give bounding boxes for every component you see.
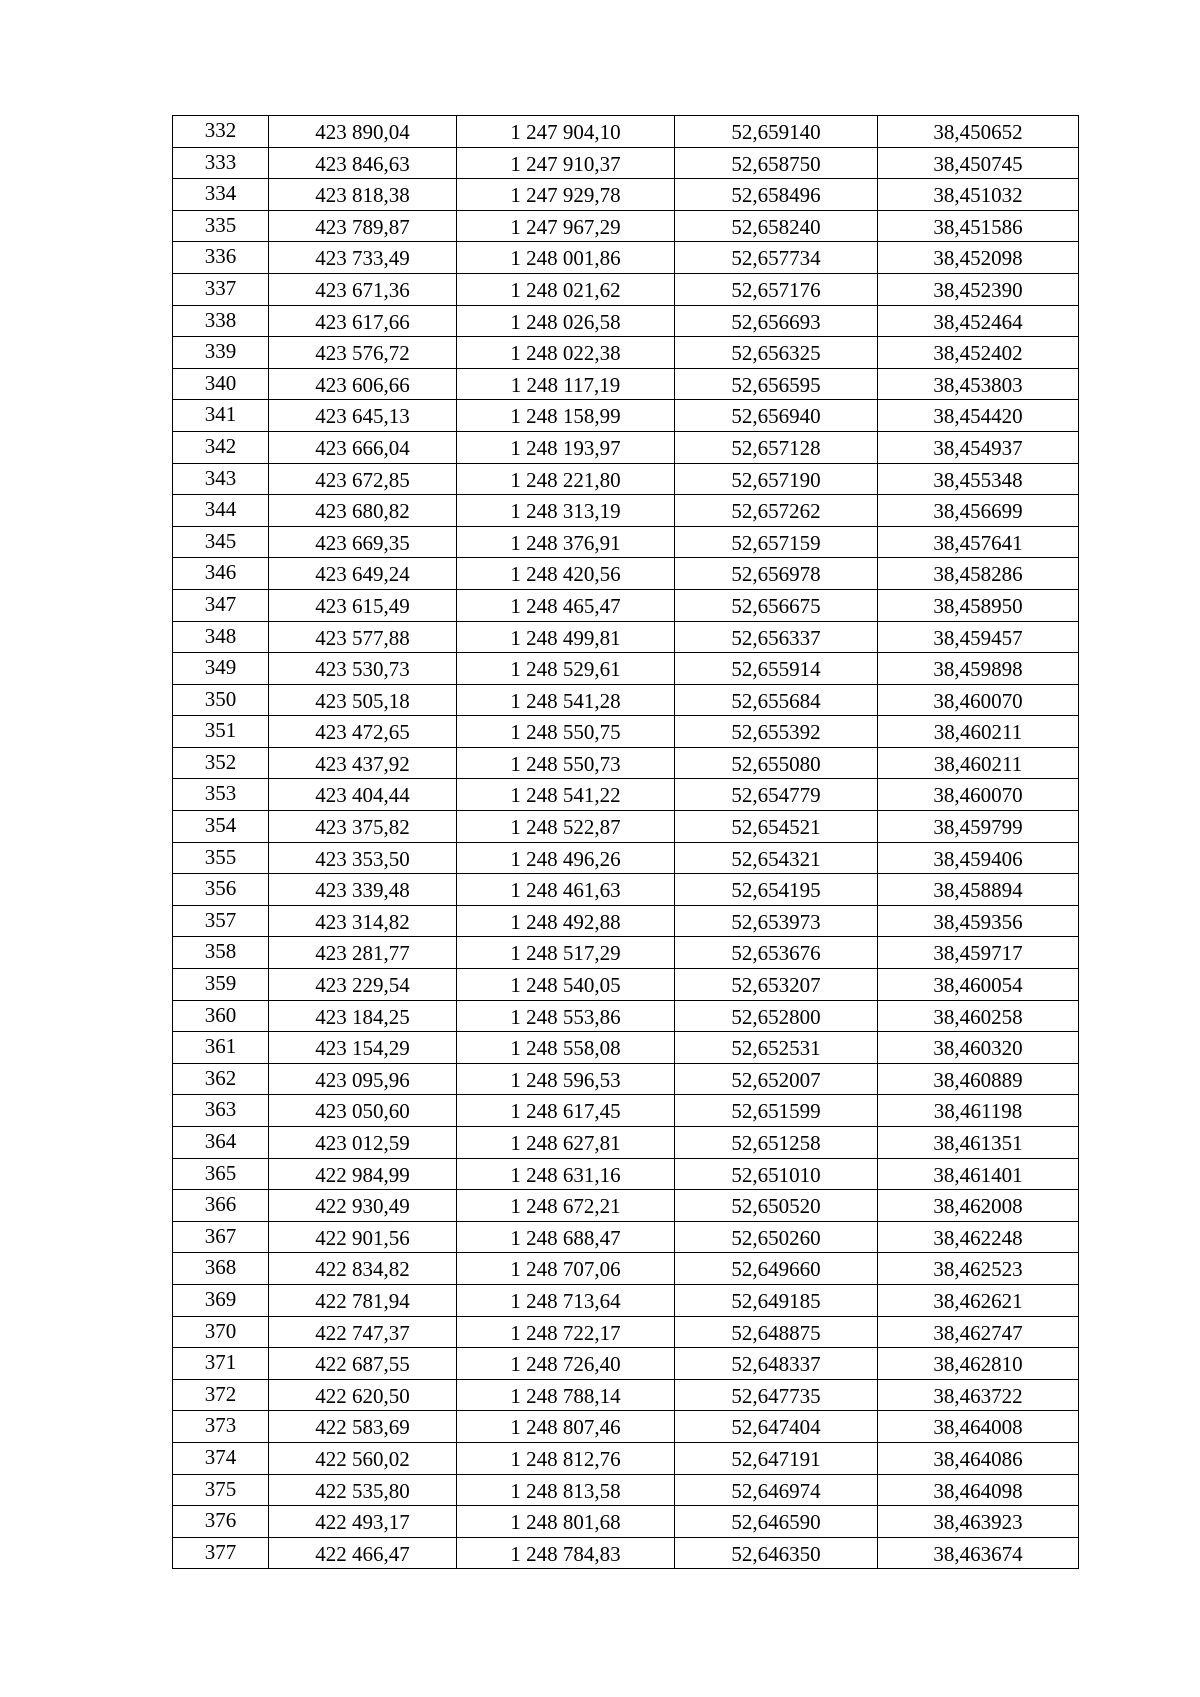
point-number-cell: 363: [173, 1095, 269, 1127]
y-coordinate-cell: 1 248 688,47: [457, 1221, 675, 1253]
longitude-cell: 38,461401: [878, 1158, 1079, 1190]
point-number-cell: 339: [173, 337, 269, 369]
longitude-cell: 38,462621: [878, 1284, 1079, 1316]
longitude-cell: 38,459457: [878, 621, 1079, 653]
table-row: [173, 495, 1079, 527]
latitude-cell: 52,648337: [675, 1348, 878, 1380]
latitude-cell: 52,651258: [675, 1127, 878, 1159]
x-coordinate-cell: 422 620,50: [269, 1379, 457, 1411]
x-coordinate-cell: 423 530,73: [269, 653, 457, 685]
longitude-cell: 38,453803: [878, 368, 1079, 400]
point-number-cell: 332: [173, 116, 269, 148]
y-coordinate-cell: 1 248 117,19: [457, 368, 675, 400]
table-row: [173, 969, 1079, 1001]
y-coordinate-cell: 1 247 967,29: [457, 210, 675, 242]
latitude-cell: 52,656693: [675, 305, 878, 337]
y-coordinate-cell: 1 248 540,05: [457, 969, 675, 1001]
latitude-cell: 52,658496: [675, 179, 878, 211]
longitude-cell: 38,458286: [878, 558, 1079, 590]
y-coordinate-cell: 1 248 158,99: [457, 400, 675, 432]
longitude-cell: 38,460320: [878, 1032, 1079, 1064]
longitude-cell: 38,460889: [878, 1063, 1079, 1095]
table-row: [173, 1221, 1079, 1253]
table-row: [173, 842, 1079, 874]
y-coordinate-cell: 1 247 929,78: [457, 179, 675, 211]
point-number-cell: 356: [173, 874, 269, 906]
latitude-cell: 52,652007: [675, 1063, 878, 1095]
latitude-cell: 52,657128: [675, 431, 878, 463]
latitude-cell: 52,657176: [675, 273, 878, 305]
longitude-cell: 38,459406: [878, 842, 1079, 874]
y-coordinate-cell: 1 248 627,81: [457, 1127, 675, 1159]
x-coordinate-cell: 422 687,55: [269, 1348, 457, 1380]
longitude-cell: 38,460070: [878, 684, 1079, 716]
table-row: [173, 463, 1079, 495]
point-number-cell: 369: [173, 1284, 269, 1316]
y-coordinate-cell: 1 248 788,14: [457, 1379, 675, 1411]
y-coordinate-cell: 1 248 558,08: [457, 1032, 675, 1064]
y-coordinate-cell: 1 248 553,86: [457, 1000, 675, 1032]
latitude-cell: 52,653973: [675, 905, 878, 937]
table-row: [173, 621, 1079, 653]
x-coordinate-cell: 422 834,82: [269, 1253, 457, 1285]
y-coordinate-cell: 1 247 910,37: [457, 147, 675, 179]
table-row: [173, 147, 1079, 179]
x-coordinate-cell: 423 229,54: [269, 969, 457, 1001]
x-coordinate-cell: 422 560,02: [269, 1442, 457, 1474]
longitude-cell: 38,459898: [878, 653, 1079, 685]
y-coordinate-cell: 1 248 193,97: [457, 431, 675, 463]
table-row: [173, 747, 1079, 779]
longitude-cell: 38,459717: [878, 937, 1079, 969]
coordinates-table-body: [173, 116, 1079, 1569]
x-coordinate-cell: 423 375,82: [269, 811, 457, 843]
y-coordinate-cell: 1 248 517,29: [457, 937, 675, 969]
point-number-cell: 373: [173, 1411, 269, 1443]
y-coordinate-cell: 1 248 713,64: [457, 1284, 675, 1316]
x-coordinate-cell: 422 493,17: [269, 1506, 457, 1538]
table-row: [173, 1411, 1079, 1443]
table-row: [173, 116, 1079, 148]
point-number-cell: 351: [173, 716, 269, 748]
latitude-cell: 52,652800: [675, 1000, 878, 1032]
latitude-cell: 52,656978: [675, 558, 878, 590]
longitude-cell: 38,451032: [878, 179, 1079, 211]
x-coordinate-cell: 423 339,48: [269, 874, 457, 906]
x-coordinate-cell: 423 818,38: [269, 179, 457, 211]
x-coordinate-cell: 423 184,25: [269, 1000, 457, 1032]
y-coordinate-cell: 1 248 022,38: [457, 337, 675, 369]
table-row: [173, 1284, 1079, 1316]
longitude-cell: 38,452464: [878, 305, 1079, 337]
latitude-cell: 52,656675: [675, 589, 878, 621]
table-row: [173, 273, 1079, 305]
table-row: [173, 210, 1079, 242]
x-coordinate-cell: 423 472,65: [269, 716, 457, 748]
y-coordinate-cell: 1 248 001,86: [457, 242, 675, 274]
longitude-cell: 38,452402: [878, 337, 1079, 369]
longitude-cell: 38,460070: [878, 779, 1079, 811]
latitude-cell: 52,656325: [675, 337, 878, 369]
x-coordinate-cell: 422 583,69: [269, 1411, 457, 1443]
point-number-cell: 352: [173, 747, 269, 779]
point-number-cell: 370: [173, 1316, 269, 1348]
point-number-cell: 361: [173, 1032, 269, 1064]
point-number-cell: 334: [173, 179, 269, 211]
table-row: [173, 1442, 1079, 1474]
y-coordinate-cell: 1 248 496,26: [457, 842, 675, 874]
point-number-cell: 366: [173, 1190, 269, 1222]
longitude-cell: 38,454420: [878, 400, 1079, 432]
y-coordinate-cell: 1 248 376,91: [457, 526, 675, 558]
point-number-cell: 359: [173, 969, 269, 1001]
latitude-cell: 52,649185: [675, 1284, 878, 1316]
y-coordinate-cell: 1 248 707,06: [457, 1253, 675, 1285]
x-coordinate-cell: 423 846,63: [269, 147, 457, 179]
longitude-cell: 38,462248: [878, 1221, 1079, 1253]
x-coordinate-cell: 423 154,29: [269, 1032, 457, 1064]
latitude-cell: 52,654195: [675, 874, 878, 906]
point-number-cell: 343: [173, 463, 269, 495]
latitude-cell: 52,656595: [675, 368, 878, 400]
longitude-cell: 38,451586: [878, 210, 1079, 242]
x-coordinate-cell: 423 437,92: [269, 747, 457, 779]
x-coordinate-cell: 423 617,66: [269, 305, 457, 337]
longitude-cell: 38,450652: [878, 116, 1079, 148]
point-number-cell: 377: [173, 1537, 269, 1569]
y-coordinate-cell: 1 248 726,40: [457, 1348, 675, 1380]
latitude-cell: 52,657262: [675, 495, 878, 527]
latitude-cell: 52,658750: [675, 147, 878, 179]
point-number-cell: 335: [173, 210, 269, 242]
point-number-cell: 365: [173, 1158, 269, 1190]
point-number-cell: 368: [173, 1253, 269, 1285]
point-number-cell: 347: [173, 589, 269, 621]
table-row: [173, 1158, 1079, 1190]
y-coordinate-cell: 1 248 026,58: [457, 305, 675, 337]
point-number-cell: 376: [173, 1506, 269, 1538]
y-coordinate-cell: 1 248 550,75: [457, 716, 675, 748]
table-row: [173, 779, 1079, 811]
point-number-cell: 367: [173, 1221, 269, 1253]
latitude-cell: 52,654779: [675, 779, 878, 811]
point-number-cell: 353: [173, 779, 269, 811]
table-row: [173, 1474, 1079, 1506]
y-coordinate-cell: 1 248 465,47: [457, 589, 675, 621]
latitude-cell: 52,646350: [675, 1537, 878, 1569]
point-number-cell: 371: [173, 1348, 269, 1380]
latitude-cell: 52,651599: [675, 1095, 878, 1127]
table-row: [173, 684, 1079, 716]
point-number-cell: 374: [173, 1442, 269, 1474]
y-coordinate-cell: 1 248 812,76: [457, 1442, 675, 1474]
x-coordinate-cell: 423 672,85: [269, 463, 457, 495]
x-coordinate-cell: 423 012,59: [269, 1127, 457, 1159]
x-coordinate-cell: 423 666,04: [269, 431, 457, 463]
y-coordinate-cell: 1 248 596,53: [457, 1063, 675, 1095]
latitude-cell: 52,646974: [675, 1474, 878, 1506]
table-row: [173, 1032, 1079, 1064]
point-number-cell: 336: [173, 242, 269, 274]
longitude-cell: 38,463674: [878, 1537, 1079, 1569]
latitude-cell: 52,652531: [675, 1032, 878, 1064]
point-number-cell: 372: [173, 1379, 269, 1411]
table-row: [173, 1316, 1079, 1348]
table-row: [173, 716, 1079, 748]
x-coordinate-cell: 422 930,49: [269, 1190, 457, 1222]
y-coordinate-cell: 1 248 529,61: [457, 653, 675, 685]
point-number-cell: 358: [173, 937, 269, 969]
table-row: [173, 1095, 1079, 1127]
longitude-cell: 38,459356: [878, 905, 1079, 937]
latitude-cell: 52,647735: [675, 1379, 878, 1411]
latitude-cell: 52,655914: [675, 653, 878, 685]
point-number-cell: 344: [173, 495, 269, 527]
x-coordinate-cell: 422 781,94: [269, 1284, 457, 1316]
longitude-cell: 38,450745: [878, 147, 1079, 179]
y-coordinate-cell: 1 248 420,56: [457, 558, 675, 590]
x-coordinate-cell: 423 789,87: [269, 210, 457, 242]
point-number-cell: 337: [173, 273, 269, 305]
y-coordinate-cell: 1 248 021,62: [457, 273, 675, 305]
table-row: [173, 937, 1079, 969]
table-row: [173, 242, 1079, 274]
y-coordinate-cell: 1 248 672,21: [457, 1190, 675, 1222]
x-coordinate-cell: 423 733,49: [269, 242, 457, 274]
point-number-cell: 348: [173, 621, 269, 653]
x-coordinate-cell: 423 680,82: [269, 495, 457, 527]
longitude-cell: 38,464008: [878, 1411, 1079, 1443]
x-coordinate-cell: 423 404,44: [269, 779, 457, 811]
longitude-cell: 38,463923: [878, 1506, 1079, 1538]
point-number-cell: 333: [173, 147, 269, 179]
table-row: [173, 1000, 1079, 1032]
latitude-cell: 52,655080: [675, 747, 878, 779]
latitude-cell: 52,653207: [675, 969, 878, 1001]
longitude-cell: 38,461198: [878, 1095, 1079, 1127]
point-number-cell: 360: [173, 1000, 269, 1032]
table-row: [173, 1506, 1079, 1538]
longitude-cell: 38,457641: [878, 526, 1079, 558]
latitude-cell: 52,659140: [675, 116, 878, 148]
y-coordinate-cell: 1 248 499,81: [457, 621, 675, 653]
table-row: [173, 400, 1079, 432]
latitude-cell: 52,651010: [675, 1158, 878, 1190]
y-coordinate-cell: 1 248 313,19: [457, 495, 675, 527]
longitude-cell: 38,454937: [878, 431, 1079, 463]
point-number-cell: 349: [173, 653, 269, 685]
table-row: [173, 1063, 1079, 1095]
table-row: [173, 526, 1079, 558]
point-number-cell: 346: [173, 558, 269, 590]
x-coordinate-cell: 423 576,72: [269, 337, 457, 369]
y-coordinate-cell: 1 248 807,46: [457, 1411, 675, 1443]
y-coordinate-cell: 1 248 522,87: [457, 811, 675, 843]
longitude-cell: 38,460054: [878, 969, 1079, 1001]
table-row: [173, 874, 1079, 906]
latitude-cell: 52,657190: [675, 463, 878, 495]
point-number-cell: 341: [173, 400, 269, 432]
latitude-cell: 52,657159: [675, 526, 878, 558]
point-number-cell: 354: [173, 811, 269, 843]
latitude-cell: 52,654321: [675, 842, 878, 874]
table-row: [173, 653, 1079, 685]
x-coordinate-cell: 423 050,60: [269, 1095, 457, 1127]
x-coordinate-cell: 422 535,80: [269, 1474, 457, 1506]
x-coordinate-cell: 423 671,36: [269, 273, 457, 305]
x-coordinate-cell: 423 281,77: [269, 937, 457, 969]
x-coordinate-cell: 422 466,47: [269, 1537, 457, 1569]
longitude-cell: 38,452390: [878, 273, 1079, 305]
latitude-cell: 52,655392: [675, 716, 878, 748]
longitude-cell: 38,464098: [878, 1474, 1079, 1506]
latitude-cell: 52,655684: [675, 684, 878, 716]
longitude-cell: 38,462008: [878, 1190, 1079, 1222]
x-coordinate-cell: 423 095,96: [269, 1063, 457, 1095]
longitude-cell: 38,459799: [878, 811, 1079, 843]
y-coordinate-cell: 1 248 492,88: [457, 905, 675, 937]
latitude-cell: 52,650260: [675, 1221, 878, 1253]
table-row: [173, 905, 1079, 937]
table-row: [173, 1348, 1079, 1380]
y-coordinate-cell: 1 248 541,28: [457, 684, 675, 716]
point-number-cell: 375: [173, 1474, 269, 1506]
point-number-cell: 350: [173, 684, 269, 716]
y-coordinate-cell: 1 248 722,17: [457, 1316, 675, 1348]
x-coordinate-cell: 423 606,66: [269, 368, 457, 400]
x-coordinate-cell: 422 747,37: [269, 1316, 457, 1348]
x-coordinate-cell: 423 577,88: [269, 621, 457, 653]
table-row: [173, 1537, 1079, 1569]
y-coordinate-cell: 1 248 461,63: [457, 874, 675, 906]
table-row: [173, 305, 1079, 337]
latitude-cell: 52,646590: [675, 1506, 878, 1538]
table-row: [173, 1379, 1079, 1411]
point-number-cell: 345: [173, 526, 269, 558]
longitude-cell: 38,458894: [878, 874, 1079, 906]
point-number-cell: 357: [173, 905, 269, 937]
x-coordinate-cell: 422 901,56: [269, 1221, 457, 1253]
point-number-cell: 340: [173, 368, 269, 400]
latitude-cell: 52,648875: [675, 1316, 878, 1348]
latitude-cell: 52,649660: [675, 1253, 878, 1285]
point-number-cell: 364: [173, 1127, 269, 1159]
point-number-cell: 338: [173, 305, 269, 337]
table-row: [173, 1190, 1079, 1222]
longitude-cell: 38,464086: [878, 1442, 1079, 1474]
latitude-cell: 52,658240: [675, 210, 878, 242]
longitude-cell: 38,462523: [878, 1253, 1079, 1285]
x-coordinate-cell: 423 353,50: [269, 842, 457, 874]
longitude-cell: 38,460211: [878, 716, 1079, 748]
y-coordinate-cell: 1 248 784,83: [457, 1537, 675, 1569]
longitude-cell: 38,458950: [878, 589, 1079, 621]
latitude-cell: 52,656337: [675, 621, 878, 653]
y-coordinate-cell: 1 248 631,16: [457, 1158, 675, 1190]
y-coordinate-cell: 1 248 550,73: [457, 747, 675, 779]
table-row: [173, 179, 1079, 211]
longitude-cell: 38,462810: [878, 1348, 1079, 1380]
y-coordinate-cell: 1 248 617,45: [457, 1095, 675, 1127]
x-coordinate-cell: 423 314,82: [269, 905, 457, 937]
latitude-cell: 52,657734: [675, 242, 878, 274]
x-coordinate-cell: 423 505,18: [269, 684, 457, 716]
y-coordinate-cell: 1 248 541,22: [457, 779, 675, 811]
table-row: [173, 368, 1079, 400]
latitude-cell: 52,650520: [675, 1190, 878, 1222]
point-number-cell: 355: [173, 842, 269, 874]
longitude-cell: 38,455348: [878, 463, 1079, 495]
latitude-cell: 52,647404: [675, 1411, 878, 1443]
table-row: [173, 811, 1079, 843]
table-row: [173, 558, 1079, 590]
longitude-cell: 38,460211: [878, 747, 1079, 779]
latitude-cell: 52,656940: [675, 400, 878, 432]
y-coordinate-cell: 1 247 904,10: [457, 116, 675, 148]
table-row: [173, 1253, 1079, 1285]
x-coordinate-cell: 423 669,35: [269, 526, 457, 558]
x-coordinate-cell: 423 649,24: [269, 558, 457, 590]
table-row: [173, 1127, 1079, 1159]
table-row: [173, 337, 1079, 369]
table-row: [173, 431, 1079, 463]
longitude-cell: 38,461351: [878, 1127, 1079, 1159]
table-row: [173, 589, 1079, 621]
longitude-cell: 38,463722: [878, 1379, 1079, 1411]
x-coordinate-cell: 423 645,13: [269, 400, 457, 432]
latitude-cell: 52,647191: [675, 1442, 878, 1474]
longitude-cell: 38,456699: [878, 495, 1079, 527]
y-coordinate-cell: 1 248 221,80: [457, 463, 675, 495]
point-number-cell: 342: [173, 431, 269, 463]
y-coordinate-cell: 1 248 801,68: [457, 1506, 675, 1538]
x-coordinate-cell: 422 984,99: [269, 1158, 457, 1190]
latitude-cell: 52,653676: [675, 937, 878, 969]
latitude-cell: 52,654521: [675, 811, 878, 843]
longitude-cell: 38,452098: [878, 242, 1079, 274]
y-coordinate-cell: 1 248 813,58: [457, 1474, 675, 1506]
coordinates-table: [172, 115, 1079, 1569]
longitude-cell: 38,460258: [878, 1000, 1079, 1032]
longitude-cell: 38,462747: [878, 1316, 1079, 1348]
x-coordinate-cell: 423 615,49: [269, 589, 457, 621]
point-number-cell: 362: [173, 1063, 269, 1095]
x-coordinate-cell: 423 890,04: [269, 116, 457, 148]
